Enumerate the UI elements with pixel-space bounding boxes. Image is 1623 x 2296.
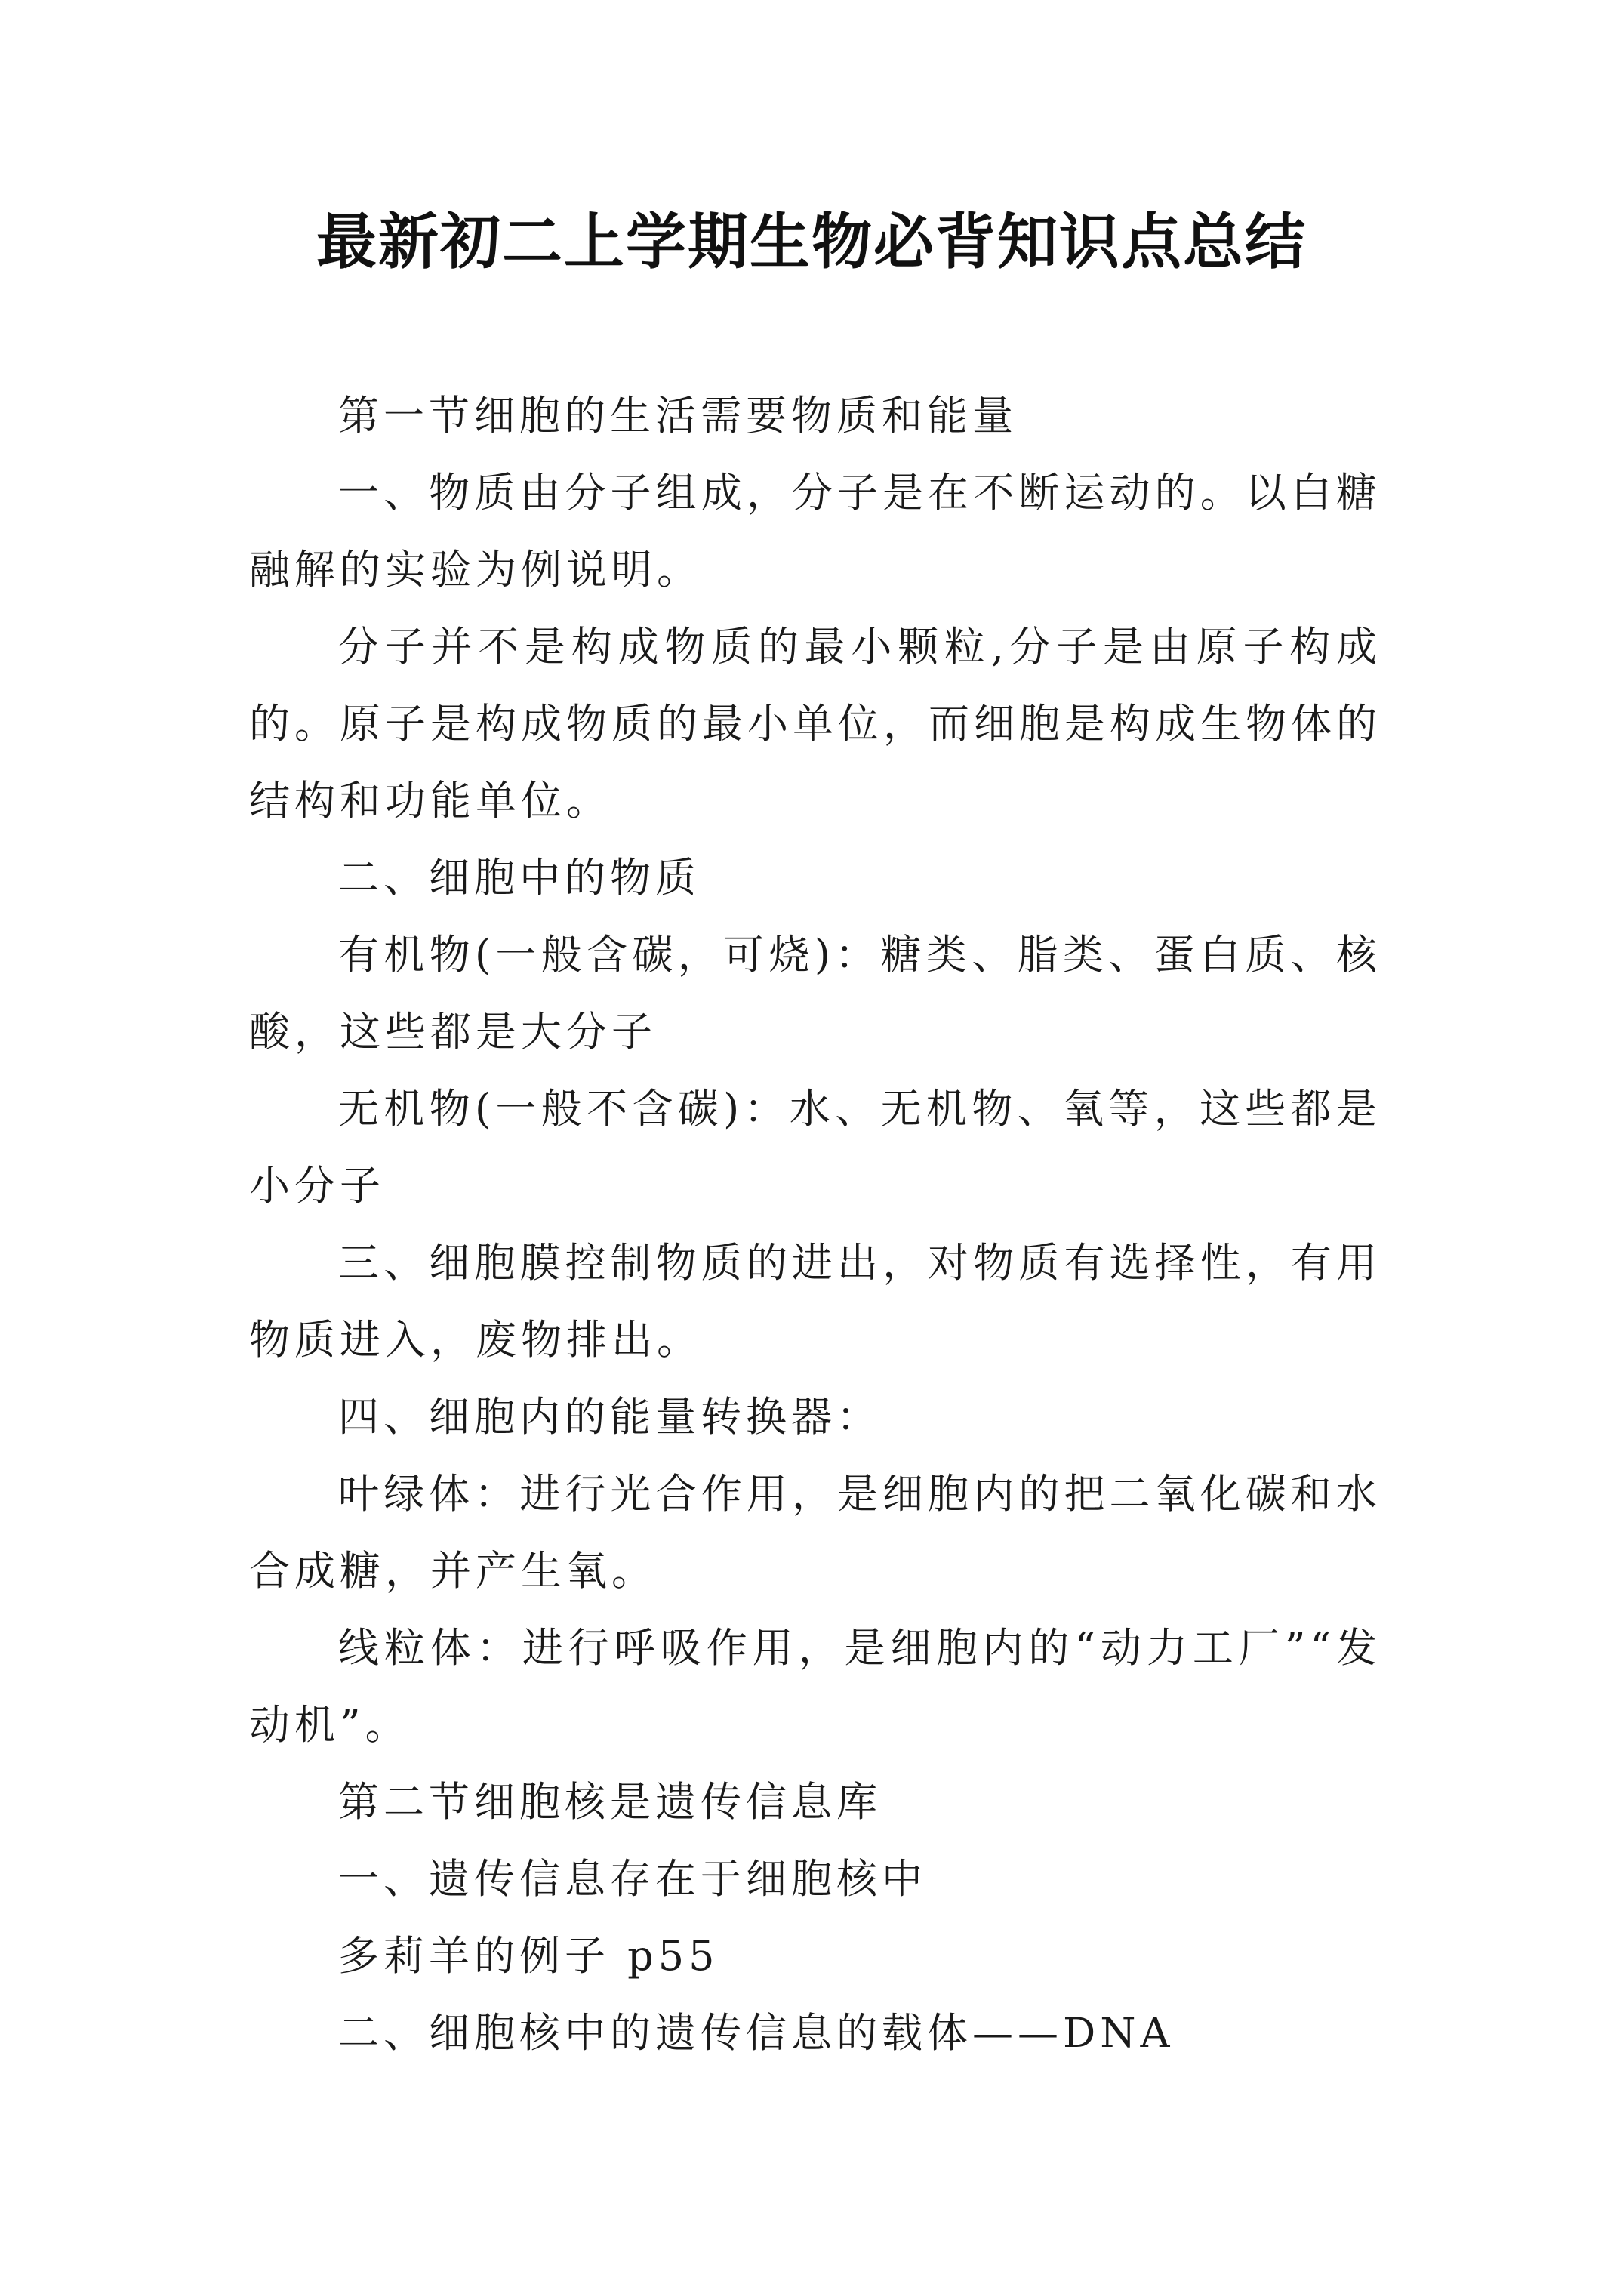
subheading: 一、遗传信息存在于细胞核中 [338,1855,927,1903]
paragraph: 线粒体：进行呼吸作用，是细胞内的“动力工厂”“发动机”。 [249,1624,1381,1749]
paragraph: 多莉羊的例子 p55 [338,1932,719,1980]
section-heading-2: 第二节细胞核是遗传信息库 [338,1778,882,1826]
section-heading-1: 第一节细胞的生活需要物质和能量 [338,392,1018,439]
paragraph: 三、细胞膜控制物质的进出，对物质有选择性，有用物质进入，废物排出。 [249,1239,1381,1364]
subheading: 二、细胞核中的遗传信息的载体——DNA [338,2009,1175,2057]
paragraph: 一、物质由分子组成，分子是在不断运动的。以白糖融解的实验为例说明。 [249,469,1381,593]
paragraph: 叶绿体：进行光合作用，是细胞内的把二氧化碳和水合成糖，并产生氧。 [249,1470,1381,1595]
subheading: 二、细胞中的物质 [338,854,701,901]
paragraph: 无机物(一般不含碳)：水、无机物、氧等，这些都是小分子 [249,1085,1381,1210]
document-title: 最新初二上学期生物必背知识点总结 [316,206,1307,277]
paragraph: 有机物(一般含碳，可烧)：糖类、脂类、蛋白质、核酸，这些都是大分子 [249,931,1381,1056]
subheading: 四、细胞内的能量转换器： [338,1393,882,1441]
paragraph: 分子并不是构成物质的最小颗粒,分子是由原子构成的。原子是构成物质的最小单位，而细胞是构成生物体的结构和功能单位。 [249,623,1381,824]
document-body [249,378,1381,2072]
